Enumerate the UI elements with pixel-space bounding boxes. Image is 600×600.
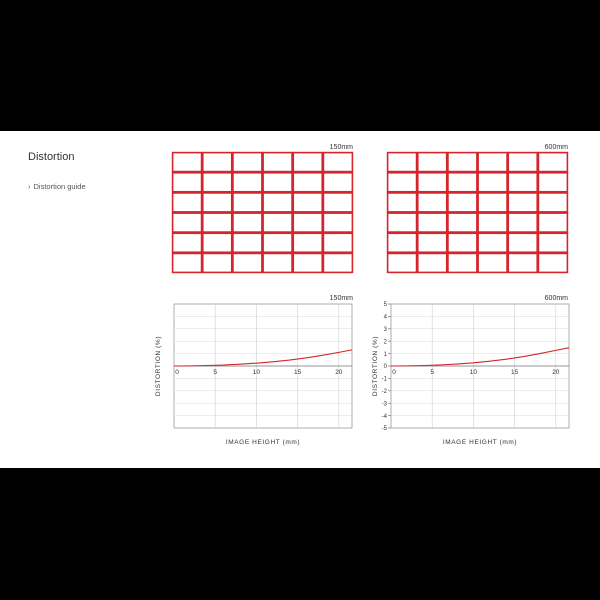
grid-cell — [448, 213, 477, 232]
section-title: Distortion — [28, 151, 75, 163]
y-tick-label: 2 — [383, 339, 387, 346]
grid-cell — [478, 173, 507, 192]
grid-cell — [538, 153, 567, 172]
y-tick-label: -3 — [381, 401, 387, 408]
grid-cell — [323, 233, 352, 252]
distortion-curve — [391, 348, 569, 366]
distortion-grid-0 — [173, 153, 353, 273]
grid-cell — [418, 253, 447, 272]
y-tick-label: -5 — [381, 426, 387, 433]
grid-cell — [203, 193, 232, 212]
y-tick-label: 1 — [383, 351, 387, 358]
y-tick-label: -4 — [381, 413, 387, 420]
grid-cell — [233, 253, 262, 272]
grid-cell — [508, 213, 537, 232]
grid-cell — [508, 193, 537, 212]
grid-cell — [233, 153, 262, 172]
chart-title: 150mm — [329, 295, 353, 302]
grid-cell — [293, 153, 322, 172]
y-tick-label: 0 — [383, 364, 387, 371]
distortion-grid-1 — [388, 153, 568, 273]
distortion-visuals — [0, 131, 600, 468]
x-tick-label: 15 — [293, 369, 302, 376]
distortion-curve — [174, 350, 352, 366]
x-tick-label: 0 — [175, 369, 179, 376]
grid-cell — [293, 213, 322, 232]
grid-cell — [448, 233, 477, 252]
grid-cell — [388, 173, 417, 192]
distortion-guide-label: Distortion guide — [33, 182, 86, 191]
grid-cell — [448, 253, 477, 272]
grid-cell — [203, 233, 232, 252]
grid-cell — [538, 173, 567, 192]
x-tick-label: 10 — [252, 369, 261, 376]
grid-cell — [263, 153, 292, 172]
grid-cell — [323, 173, 352, 192]
grid-cell — [323, 213, 352, 232]
grid-cell — [203, 153, 232, 172]
x-tick-label: 5 — [430, 369, 435, 376]
x-tick-label: 15 — [510, 369, 519, 376]
y-tick-label: 3 — [383, 327, 387, 333]
grid-cell — [418, 213, 447, 232]
grid-cell — [203, 213, 232, 232]
y-tick-label: 5 — [383, 302, 387, 309]
grid-cell — [508, 153, 537, 172]
grid-cell — [233, 173, 262, 192]
y-tick-label: -2 — [381, 389, 387, 395]
x-tick-label: 20 — [335, 369, 343, 376]
grid-cell — [263, 253, 292, 272]
grid-cell — [388, 253, 417, 272]
grid-cell — [263, 213, 292, 232]
grid-cell — [233, 213, 262, 232]
grid-cell — [508, 253, 537, 272]
grid-cell — [418, 173, 447, 192]
grid-cell — [233, 193, 262, 212]
grid-cell — [448, 193, 477, 212]
grid-focal-label: 150mm — [329, 144, 353, 151]
grid-cell — [388, 233, 417, 252]
y-axis-label: DISTORTION (%) — [372, 335, 379, 397]
grid-cell — [418, 233, 447, 252]
grid-cell — [173, 153, 202, 172]
grid-cell — [388, 213, 417, 232]
grid-cell — [478, 213, 507, 232]
x-tick-label: 20 — [552, 369, 560, 376]
grid-cell — [418, 153, 447, 172]
y-tick-label: -1 — [381, 376, 387, 383]
grid-cell — [418, 193, 447, 212]
grid-cell — [448, 173, 477, 192]
grid-cell — [173, 193, 202, 212]
grid-cell — [173, 213, 202, 232]
grid-cell — [538, 253, 567, 272]
grid-cell — [203, 253, 232, 272]
grid-cell — [508, 173, 537, 192]
grid-cell — [263, 193, 292, 212]
grid-cell — [263, 233, 292, 252]
grid-cell — [323, 253, 352, 272]
x-tick-label: 0 — [392, 369, 396, 376]
grid-cell — [293, 233, 322, 252]
grid-cell — [173, 233, 202, 252]
grid-focal-label: 600mm — [544, 144, 568, 151]
grid-cell — [323, 193, 352, 212]
grid-cell — [478, 253, 507, 272]
grid-cell — [448, 153, 477, 172]
grid-cell — [323, 153, 352, 172]
grid-cell — [478, 193, 507, 212]
y-axis-label: DISTORTION (%) — [155, 335, 162, 397]
chevron-right-icon: › — [28, 182, 31, 191]
x-axis-label: IMAGE HEIGHT (mm) — [225, 439, 301, 446]
grid-cell — [388, 193, 417, 212]
grid-cell — [173, 253, 202, 272]
grid-cell — [478, 233, 507, 252]
grid-cell — [203, 173, 232, 192]
grid-cell — [508, 233, 537, 252]
grid-cell — [293, 253, 322, 272]
grid-cell — [388, 153, 417, 172]
x-tick-label: 10 — [469, 369, 478, 376]
grid-cell — [263, 173, 292, 192]
x-tick-label: 5 — [213, 369, 218, 376]
distortion-panel — [0, 131, 600, 468]
grid-cell — [293, 173, 322, 192]
chart-title: 600mm — [544, 295, 568, 302]
y-tick-label: 4 — [383, 314, 387, 321]
grid-cell — [538, 193, 567, 212]
grid-cell — [538, 213, 567, 232]
grid-cell — [478, 153, 507, 172]
grid-cell — [293, 193, 322, 212]
grid-cell — [233, 233, 262, 252]
grid-cell — [173, 173, 202, 192]
grid-cell — [538, 233, 567, 252]
x-axis-label: IMAGE HEIGHT (mm) — [442, 439, 518, 446]
